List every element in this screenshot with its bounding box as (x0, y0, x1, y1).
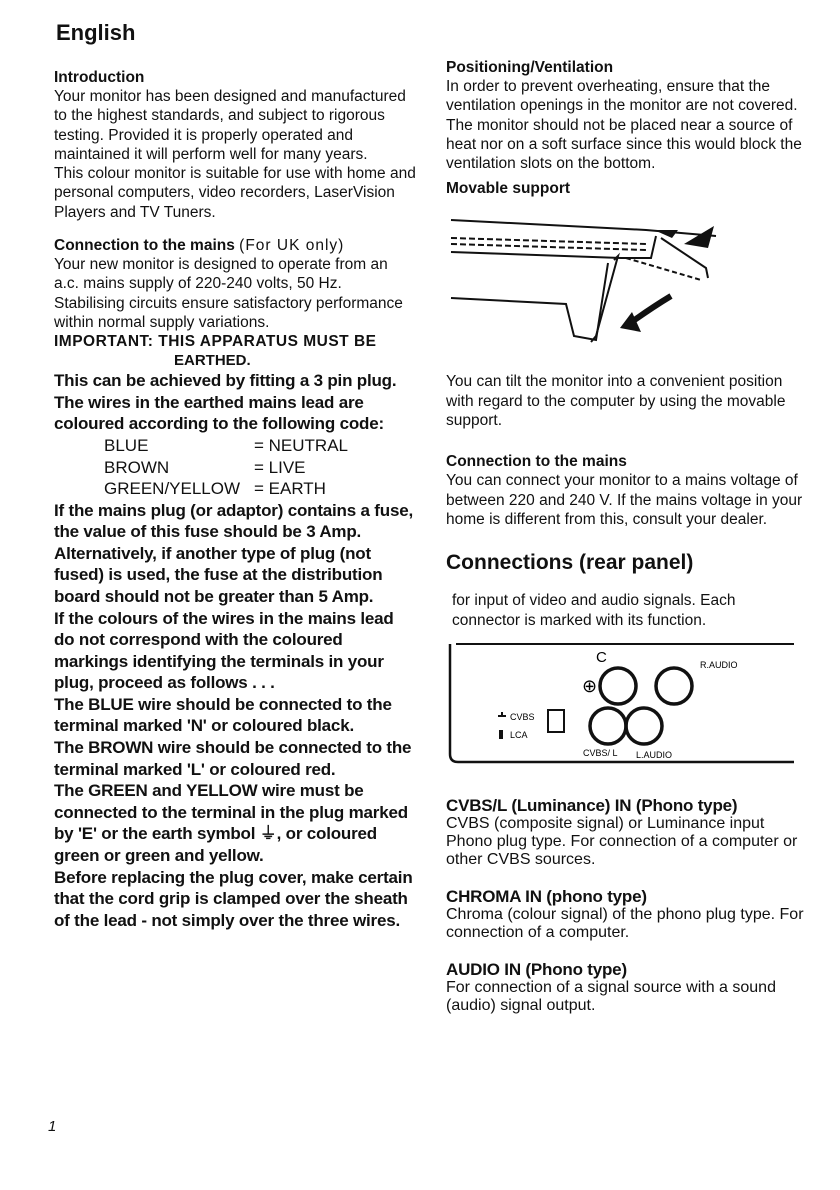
r-audio-connector (656, 668, 692, 704)
mains-uk-title-text: Connection to the mains (54, 237, 235, 255)
cvbs-l-connector (590, 708, 626, 744)
mains-uk-title-suffix: (For UK only) (239, 237, 345, 255)
colours-para: If the colours of the wires in the mains lead do not correspond with the coloured markings identifying the terminals in your plug, proceed as follows . . . (54, 608, 394, 693)
wire-name: BROWN (104, 457, 170, 477)
connections-title: Connections (rear panel) (446, 551, 694, 575)
wire-code-row (54, 457, 416, 479)
wire-meaning: = LIVE (254, 457, 306, 477)
cvbs-l-label: CVBS/ L (583, 747, 618, 758)
connections-intro: for input of video and audio signals. Each connector is marked with its function. (452, 592, 736, 629)
earth-intro: This can be achieved by fitting a 3 pin plug. The wires in the earthed mains lead are coloured according to the following code: (54, 371, 397, 434)
wire-code-row (54, 435, 416, 457)
rear-panel-diagram (446, 634, 796, 774)
introduction-para-1: Your monitor has been designed and manufactured to the highest standards, and subject to rigorous testing. Provided it is properly operated and maintained it will perform well for many years. (54, 88, 406, 163)
wire-meaning: = EARTH (254, 479, 326, 499)
brown-wire-para: The BROWN wire should be connected to the terminal marked 'L' or coloured red. (54, 738, 412, 779)
monitor-top-edge (451, 220, 716, 236)
chroma-title: CHROMA IN (phono type) (446, 886, 647, 906)
wire-name: GREEN/YELLOW (104, 479, 241, 499)
audio-text: For connection of a signal source with a sound (audio) signal output. (446, 978, 776, 1014)
page-heading: English (56, 20, 136, 45)
mains-para: You can connect your monitor to a mains voltage of between 220 and 240 V. If the mains voltage in your home is different from this, consult your dealer. (446, 472, 803, 528)
latch-icon (654, 230, 678, 238)
r-audio-label: R.AUDIO (700, 659, 738, 670)
positioning-para-2: The monitor should not be placed near a source of heat nor on a soft surface since this would block the ventilation slots on the bottom. (446, 116, 802, 173)
wire-name: BLUE (104, 436, 149, 456)
page-number: 1 (48, 1118, 57, 1135)
right-column (446, 58, 806, 1015)
lca-switch-label: LCA (510, 729, 528, 740)
switch-up-icon (498, 712, 506, 716)
introduction-para-2: This colour monitor is suitable for use with home and personal computers, video recorders, LaserVision Players and TV Tuners. (54, 165, 416, 221)
movable-support-illustration (446, 208, 746, 358)
blue-wire-para: The BLUE wire should be connected to the terminal marked 'N' or coloured black. (54, 694, 392, 736)
audio-title: AUDIO IN (Phono type) (446, 959, 627, 979)
movable-title: Movable support (446, 180, 571, 198)
introduction-title: Introduction (54, 69, 145, 86)
cvbs-lca-switch (548, 710, 564, 732)
monitor-vent-line (451, 244, 646, 250)
support-stand-leg (591, 256, 618, 342)
wire-meaning: = NEUTRAL (254, 436, 348, 456)
monitor-vent-line (451, 238, 646, 244)
left-column (54, 68, 416, 931)
wire-code-row (54, 478, 416, 500)
switch-down-icon (499, 730, 503, 739)
fuse-para: If the mains plug (or adaptor) contains a fuse, the value of this fuse should be 3 Amp. Alternatively, if another type of plug (not fused) is used, the fuse at the distribution board should not be greater than 5 Amp. (54, 500, 413, 606)
tilt-arrow-icon (684, 226, 714, 248)
plus-symbol-icon: ⊕ (582, 675, 598, 696)
positioning-title: Positioning/Ventilation (446, 59, 614, 76)
important-line-1: IMPORTANT: THIS APPARATUS MUST BE (54, 333, 377, 351)
cvbs-switch-label: CVBS (510, 711, 535, 722)
mains-uk-para: Your new monitor is designed to operate from an a.c. mains supply of 220-240 volts, 50 Hz. Stabilising circuits ensure satisfactory performance within normal supply variations. (54, 256, 403, 331)
mains-uk-title (54, 236, 416, 255)
c-label: C (596, 648, 607, 666)
chroma-text: Chroma (colour signal) of the phono plug type. For connection of a computer. (446, 905, 804, 941)
support-stand (451, 263, 608, 340)
important-line-2: EARTHED. (174, 352, 251, 370)
cvbs-title: CVBS/L (Luminance) IN (Phono type) (446, 795, 738, 815)
positioning-para-1: In order to prevent overheating, ensure that the ventilation openings in the monitor are not covered. (446, 78, 798, 115)
movable-para: You can tilt the monitor into a convenient position with regard to the computer by using the movable support. (446, 373, 786, 430)
chroma-connector (600, 668, 636, 704)
cvbs-text: CVBS (composite signal) or Luminance input Phono plug type. For connection of a computer or other CVBS sources. (446, 814, 798, 868)
l-audio-connector (626, 708, 662, 744)
wire-code-table (54, 435, 416, 500)
l-audio-label: L.AUDIO (636, 749, 673, 760)
tilt-outline-dashed (626, 258, 701, 280)
mains-title: Connection to the mains (446, 453, 627, 471)
green-yellow-wire-para: The GREEN and YELLOW wire must be connected to the terminal in the plug marked by 'E' or the earth symbol ⏚, or coloured green or green and yellow. (54, 781, 408, 866)
plug-cover-para: Before replacing the plug cover, make certain that the cord grip is clamped over the sheath of the lead - not simply over the three wires. (54, 867, 413, 930)
